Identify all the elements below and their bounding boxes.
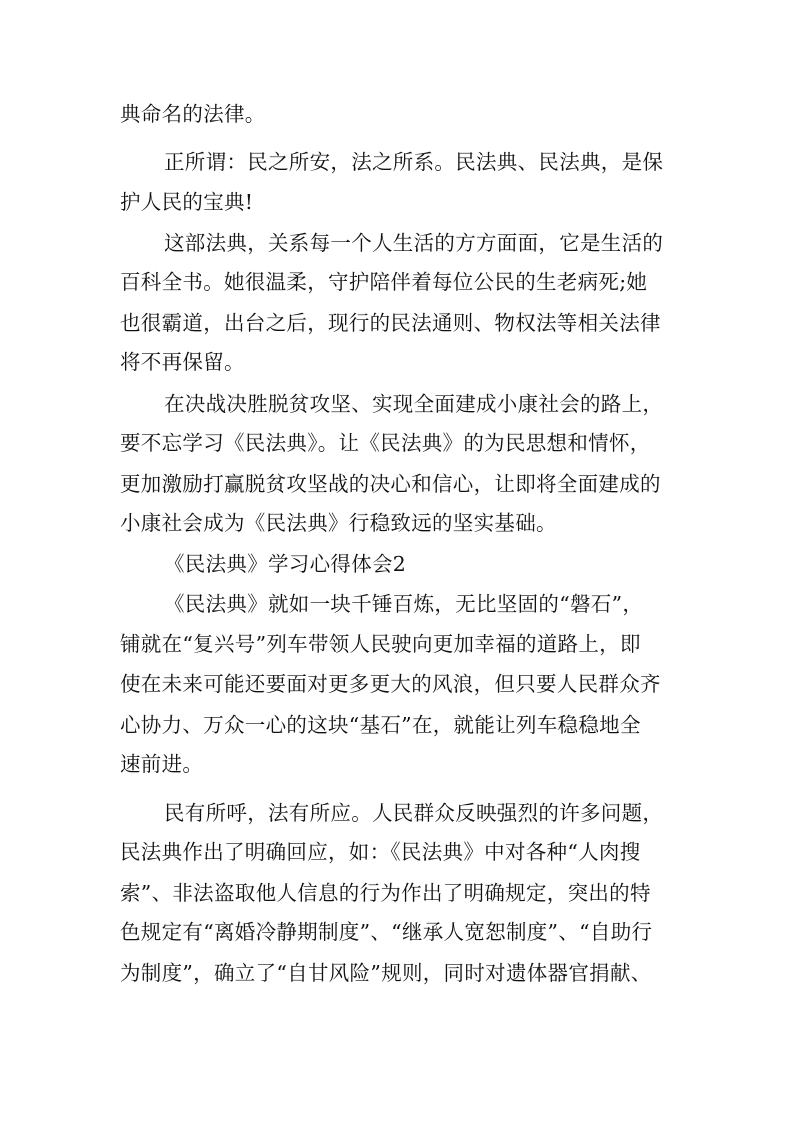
- text-line: 更加激励打赢脱贫攻坚战的决心和信心，让即将全面建成的: [120, 472, 661, 496]
- text-line: 民法典作出了明确回应，如：《民法典》中对各种“人肉搜: [120, 840, 641, 864]
- paragraph-start-line: 在决战决胜脱贫攻坚、实现全面建成小康社会的路上，: [164, 392, 664, 416]
- text-line: 使在未来可能还要面对更多更大的风浪，但只要人民群众齐: [120, 672, 661, 696]
- text-line: 铺就在“复兴号”列车带领人民驶向更加幸福的道路上，即: [120, 632, 641, 656]
- text-line: 小康社会成为《民法典》行稳致远的坚实基础。: [120, 511, 557, 535]
- text-line: 索”、非法盗取他人信息的行为作出了明确规定，突出的特: [120, 881, 651, 905]
- text-line: 为制度”，确立了“自甘风险”规则，同时对遗体器官捐献、: [120, 961, 652, 985]
- paragraph-start-line: 正所谓：民之所安，法之所系。民法典、民法典，是保: [164, 150, 664, 174]
- text-line: 心协力、万众一心的这块“基石”在，就能让列车稳稳地全: [120, 713, 641, 737]
- text-line: 速前进。: [120, 752, 204, 776]
- section-heading: 《民法典》学习心得体会2: [164, 552, 407, 576]
- paragraph-start-line: 民有所呼，法有所应。人民群众反映强烈的许多问题，: [164, 801, 664, 825]
- text-line: 色规定有“离婚冷静期制度”、“继承人宽恕制度”、“自助行: [120, 920, 653, 944]
- text-line: 典命名的法律。: [120, 102, 266, 126]
- text-line: 百科全书。她很温柔，守护陪伴着每位公民的生老病死;她: [120, 270, 648, 294]
- text-line: 也很霸道，出台之后，现行的民法通则、物权法等相关法律: [120, 311, 661, 335]
- paragraph-start-line: 这部法典，关系每一个人生活的方方面面，它是生活的: [164, 231, 664, 255]
- text-line: 护人民的宝典!: [120, 190, 254, 214]
- text-line: 将不再保留。: [120, 350, 245, 374]
- paragraph-start-line: 《民法典》就如一块千锤百炼，无比坚固的“磐石”，: [164, 592, 644, 616]
- text-line: 要不忘学习《民法典》。让《民法典》的为民思想和情怀，: [120, 431, 651, 455]
